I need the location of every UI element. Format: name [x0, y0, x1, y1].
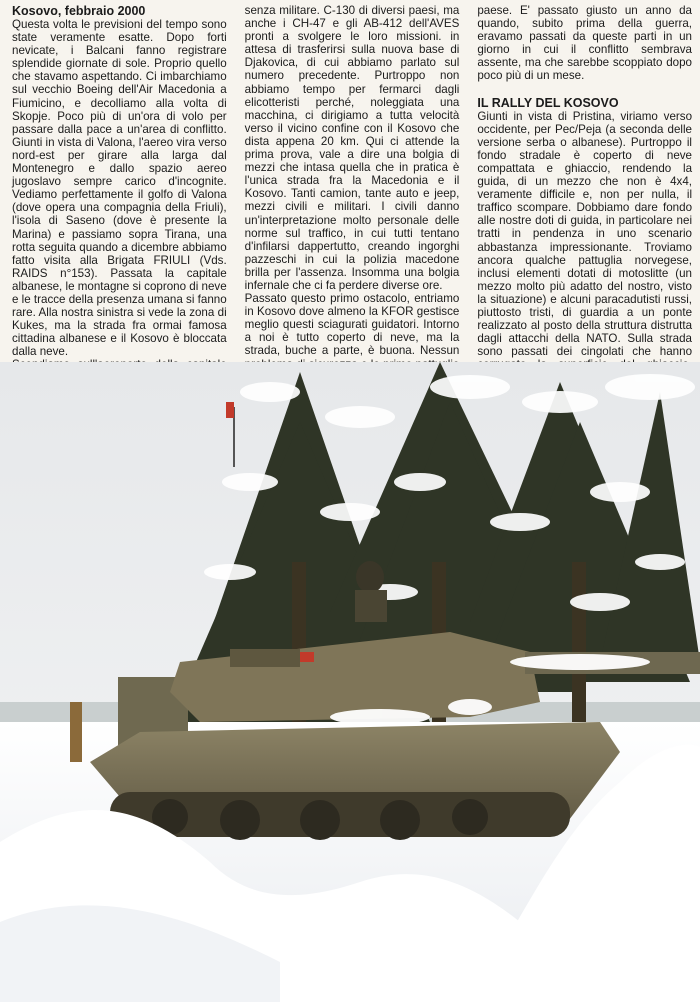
- paragraph: senza militare. C-130 di diversi paesi, ma anche i CH-47 e gli AB-412 dell'AVES pronti a svolgere le loro missioni. in attesa di trasferirsi sulla nuova base di Djakovica, di cui abbiamo parlato sul numero precedente. Purtroppo non abbiamo tempo per fermarci dagli elicotteristi perché, noleggiata una macchina, ci dirigiamo a tutta velocità verso il vicino confine con il Kosovo che dista appena 20 km. Qui ci attende la prima prova, vale a dire una bolgia di mezzi che intasa quella che in pratica è l'unica strada fra la Macedonia e il Kosovo. Tanti camion, tante auto e jeep, mezzi civili e militari. I civili danno un'interpretazione molto personale delle norme sul traffico, in cui tutti tentano d'infilarsi dappertutto, creando ingorghi pazzeschi in cui la polizia macedone brilla per l'assenza. Insomma una bolgia infernale che ci fa perdere diverse ore.: [244, 4, 460, 292]
- column-3: [477, 4, 692, 360]
- section-heading: Kosovo, febbraio 2000: [12, 4, 146, 18]
- paragraph: Passato questo primo ostacolo, entriamo in Kosovo dove almeno la KFOR gestisce meglio questi sciagurati guidatori. Intorno a noi è tutto coperto di neve, ma la strada, buche a parte, è buona. Nessun: [244, 292, 460, 358]
- paragraph: paese. E' passato giusto un anno da quando, subito prima della guerra, eravamo passati da queste parti in un giorno in cui il conflitto sembrava assente, ma che sarebbe scoppiato dopo poco più di un mese.: [477, 4, 693, 83]
- section-heading: IL RALLY DEL KOSOVO: [477, 95, 619, 110]
- tank-in-snow-photo: [0, 362, 700, 1002]
- column-1: [12, 4, 227, 360]
- paragraph: Questa volta le previsioni del tempo sono state veramente esatte. Dopo forti nevicate, i Balcani fanno registrare splendide giornate di sole. Proprio quello che stavamo aspettando. Ci imbarchiamo sul vecchio Boeing dell'Air Macedonia a Fiumicino, e decolliamo alla volta di Skopje. Poco più di un'ora di volo per passare dalla pace a un'area di conflitto. Giunti in vista di Valona, l'aereo vira verso nord-est per girare alla larga dal Montenegro e dallo spazio aereo jugoslavo sempre carico d'incognite. Vediamo perfettamente il golfo di Valona (dove opera una compagnia della Friuli), l'isola di Saseno (dove è presente la Marina) e passiamo sopra Tirana, una rotta seguita quando a dicembre abbiamo fatto visita alla Brigata FRIULI (Vds. RAIDS n°153). Passata la capitale albanese, le montagne si coprono di neve e le tracce della presenza umana si fanno rare. Alla nostra sinistra si vede la zona di Kukes, ma la strada fra ormai famosa cittadina albanese e il Kosovo è bloccata dalla neve.: [12, 18, 227, 359]
- paragraph: Giunti in vista di Pristina, viriamo verso occidente, per Pec/Peja (a seconda delle versione serba o albanese). Purtroppo il fondo stradale è coperto di neve compattata e ghiaccio, rendendo la guida, di un mezzo che non è 4x4, veramente difficile e, non per nulla, il traffico scompare. Dobbiamo dare fondo alle nostre doti di guida, in particolare nei tratti in pendenza in uno scenario abbastanza impressionante. Troviamo ancora qualche pattuglia norvegese, inclusi elementi dotati di motoslitte (un mezzo molto più adatto del nostro, visto la situazione) e alcuni paracadutisti russi, piuttosto tristi, di guardia a un ponte realizzato al posto della struttura distrutta dagli attacchi della NATO. Sulla strada sono passati dei cingolati che hanno: [477, 109, 693, 359]
- article-text: [12, 4, 692, 360]
- column-2: [245, 4, 460, 360]
